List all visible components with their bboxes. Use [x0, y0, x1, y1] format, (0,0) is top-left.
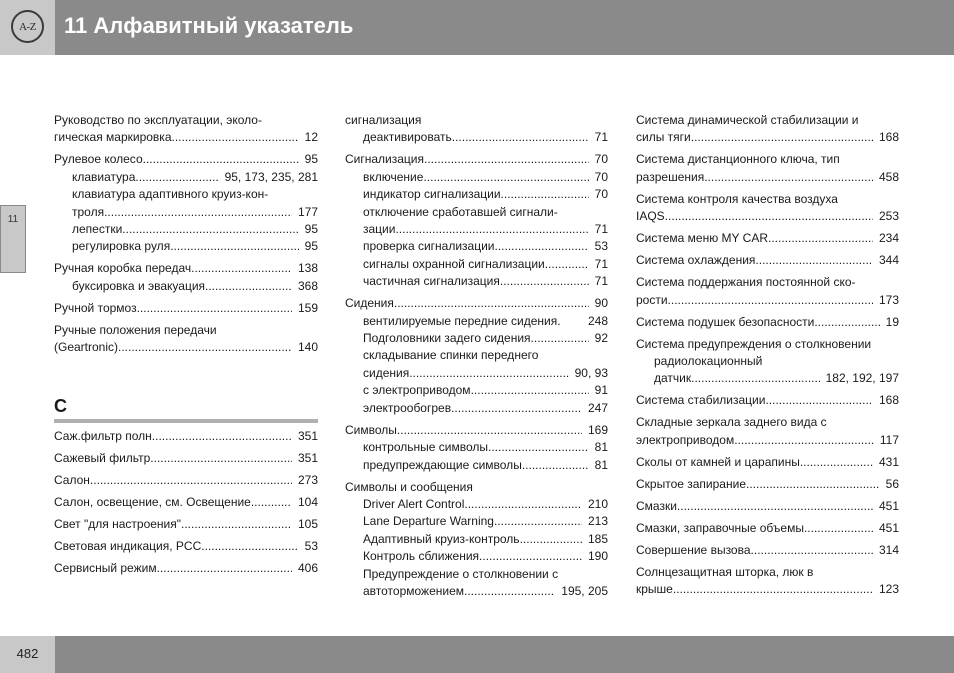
entry-text: троля: [72, 204, 105, 219]
entry-text: индикатор сигнализации: [363, 187, 501, 202]
page-reference: 81: [594, 440, 608, 455]
index-entry: [54, 300, 318, 317]
index-entry-line: [54, 260, 318, 277]
entry-text: Ручная коробка передач: [54, 261, 192, 276]
index-subentry-line: [54, 169, 318, 186]
page-footer: [0, 636, 954, 673]
page-reference: 431: [878, 454, 899, 469]
dot-leader: [755, 252, 873, 269]
index-entry-line: [636, 252, 899, 269]
index-entry: [636, 564, 899, 599]
entry-text: Сигнализация: [345, 152, 425, 167]
header-badge: [0, 0, 55, 55]
index-entry-line: [54, 428, 318, 445]
dot-leader: [172, 129, 299, 146]
page-reference: 90, 93: [574, 365, 608, 380]
dot-leader: [545, 256, 589, 273]
page-reference: 159: [297, 300, 318, 315]
page-reference: 90: [594, 296, 608, 311]
index-entry-line: [636, 392, 899, 409]
dot-leader: [800, 454, 873, 471]
index-subentry-line: [345, 496, 608, 513]
page-reference: 104: [297, 495, 318, 509]
dot-leader: [394, 295, 589, 312]
index-subentry-line: [345, 382, 608, 399]
index-entry-line: Система предупреждения о столкновении: [636, 336, 872, 351]
entry-text: Свет "для настроения": [54, 517, 182, 531]
index-subentry-line: [345, 513, 608, 530]
index-entry-line: [636, 230, 899, 247]
dot-leader: [488, 439, 589, 456]
index-entry: [54, 112, 318, 147]
index-subentry-line: [345, 330, 608, 347]
page-reference: 71: [594, 256, 608, 271]
index-entry-line: [54, 129, 318, 146]
page-reference: 182, 192, 197: [825, 371, 899, 386]
index-entry-line: [636, 498, 899, 515]
entry-text: предупреждающие символы: [363, 457, 522, 472]
dot-leader: [464, 496, 582, 513]
index-subentry-line: [345, 221, 608, 238]
entry-text: (Geartronic): [54, 340, 119, 355]
page-reference: 451: [878, 498, 899, 513]
page-reference: 344: [878, 253, 899, 268]
index-entry: [636, 476, 899, 493]
index-entry: [636, 151, 899, 186]
entry-text: вентилируемые передние сидения.: [363, 313, 561, 328]
index-entry-line: Символы и сообщения: [345, 479, 473, 494]
entry-text: лепестки: [72, 222, 123, 237]
index-entry: [54, 560, 318, 577]
entry-text: силы тяги: [636, 130, 691, 145]
index-entry-line: Система динамической стабилизации и: [636, 113, 859, 127]
section-divider: [54, 419, 318, 423]
index-entry: [345, 112, 608, 147]
dot-leader: [668, 292, 873, 309]
page-reference: 351: [297, 451, 318, 465]
index-entry-line: [54, 300, 318, 317]
entry-text: разрешения: [636, 169, 705, 184]
dot-leader: [152, 428, 292, 445]
page-reference: 168: [878, 130, 899, 145]
index-subentry-line: Предупреждение о столкновении с: [363, 566, 559, 581]
dot-leader: [181, 516, 292, 533]
page-reference: 168: [878, 393, 899, 408]
page-reference: 173: [878, 292, 899, 307]
page-reference: 70: [594, 152, 608, 167]
index-entry: [54, 450, 318, 467]
index-entry-line: Ручные положения передачи: [54, 322, 217, 337]
entry-text: Световая индикация, PCC: [54, 539, 202, 553]
dot-leader: [734, 432, 874, 449]
entry-text: Система подушек безопасности: [636, 314, 815, 329]
dot-leader: [157, 560, 292, 577]
index-entry: [636, 454, 899, 471]
entry-text: проверка сигнализации: [363, 239, 495, 254]
index-entry: [636, 414, 899, 449]
page-reference: 95: [304, 152, 318, 167]
index-subentry-line: [345, 439, 608, 456]
dot-leader: [397, 422, 582, 439]
index-entry-line: [54, 151, 318, 168]
index-entry: [636, 112, 899, 147]
page-reference: 177: [297, 204, 318, 219]
page-reference: 247: [587, 400, 608, 415]
page-reference: 117: [879, 432, 899, 447]
index-column-2: [345, 112, 608, 605]
index-entry-line: [54, 494, 318, 511]
dot-leader: [118, 339, 292, 356]
index-entry: [636, 498, 899, 515]
chapter-tab-label: 11: [7, 214, 19, 225]
entry-text: IAQS: [636, 209, 665, 224]
page-reference: 95: [304, 239, 318, 254]
index-entry: [54, 516, 318, 533]
entry-text: Ручной тормоз: [54, 300, 137, 315]
index-entry: [636, 520, 899, 537]
index-entry-line: [345, 151, 608, 168]
index-subentry-line: [345, 457, 608, 474]
dot-leader: [814, 314, 879, 331]
page-reference: 169: [587, 422, 608, 437]
page-reference: 406: [297, 561, 318, 575]
index-subentry-line: [345, 186, 608, 203]
index-entry-line: [636, 542, 899, 559]
entry-text: с электроприводом: [363, 383, 471, 398]
dot-leader: [122, 221, 298, 238]
index-entry: [54, 428, 318, 445]
index-entry: [636, 336, 899, 388]
index-entry-line: [54, 538, 318, 555]
index-entry: [54, 322, 318, 357]
index-subentry-line: [345, 313, 608, 330]
page-reference: 71: [594, 222, 608, 237]
page-reference: 19: [885, 314, 899, 329]
page-number: 482: [16, 646, 39, 661]
entry-text: Скрытое запирание: [636, 476, 746, 491]
index-subentry-line: [636, 370, 899, 387]
entry-text: Саж.фильтр полн: [54, 429, 152, 443]
index-entry-line: [636, 476, 899, 493]
index-subentry-line: [345, 129, 608, 146]
page-reference: 70: [594, 169, 608, 184]
entry-text: сигналы охранной сигнализации: [363, 256, 545, 271]
section-letter-block: [54, 396, 318, 423]
index-entry: [636, 191, 899, 226]
index-entry-line: Система контроля качества воздуха: [636, 191, 838, 206]
dot-leader: [768, 230, 873, 247]
dot-leader: [409, 365, 568, 382]
entry-text: Смазки: [636, 498, 677, 513]
dot-leader: [495, 238, 589, 255]
index-column-3: [636, 112, 899, 603]
index-entry: [54, 472, 318, 489]
index-entry: [345, 151, 608, 290]
entry-text: сидения: [363, 365, 410, 380]
index-subentry-line: [54, 238, 318, 255]
index-column-1-top: [54, 112, 318, 361]
dot-leader: [150, 450, 292, 467]
page-reference: 92: [594, 331, 608, 346]
dot-leader: [104, 204, 292, 221]
entry-text: регулировка руля: [72, 239, 171, 254]
entry-text: Driver Alert Control: [363, 496, 465, 511]
index-column-1-bottom: [54, 428, 318, 582]
index-subentry-line: [345, 400, 608, 417]
index-entry-line: [54, 560, 318, 577]
entry-text: Салон, освещение, см. Освещение: [54, 495, 251, 509]
dot-leader: [464, 583, 555, 600]
page-reference: 95: [304, 222, 318, 237]
entry-text: клавиатура: [72, 169, 136, 184]
page-reference: 185: [587, 531, 608, 546]
dot-leader: [201, 538, 298, 555]
index-subentry-line: [345, 273, 608, 290]
page-reference: 70: [594, 187, 608, 202]
entry-text: частичная сигнализация: [363, 274, 500, 289]
index-subentry-line: [345, 583, 608, 600]
page-reference: 105: [297, 517, 318, 531]
page-reference: 253: [878, 209, 899, 224]
index-subentry-line: радиолокационный: [654, 354, 763, 369]
index-entry: [636, 314, 899, 331]
entry-text: Система меню MY CAR: [636, 231, 768, 246]
page-reference: 210: [587, 496, 608, 511]
index-entry: [54, 260, 318, 295]
index-entry-line: [636, 432, 899, 449]
entry-text: Контроль сближения: [363, 549, 480, 564]
entry-text: Lane Departure Warning: [363, 514, 494, 529]
entry-text: Сажевый фильтр: [54, 451, 151, 465]
entry-text: буксировка и эвакуация: [72, 278, 206, 293]
index-entry-line: [636, 292, 899, 309]
index-entry-line: [345, 295, 608, 312]
entry-text: Сидения: [345, 296, 394, 311]
page-reference: 195, 205: [561, 583, 608, 598]
index-entry-line: [636, 314, 899, 331]
entry-text: Рулевое колесо: [54, 152, 143, 167]
page-reference: 53: [594, 239, 608, 254]
page-reference: 12: [304, 130, 318, 145]
dot-leader: [395, 221, 588, 238]
dot-leader: [452, 129, 589, 146]
dot-leader: [804, 520, 873, 537]
dot-leader: [677, 498, 873, 515]
dot-leader: [494, 513, 582, 530]
page-reference: 248: [587, 313, 608, 328]
page-reference: 81: [594, 457, 608, 472]
page-reference: 314: [878, 542, 899, 557]
page-reference: 95, 173, 235, 281: [224, 169, 318, 184]
index-subentry-line: [345, 256, 608, 273]
page-reference: 123: [878, 582, 899, 597]
dot-leader: [471, 382, 589, 399]
dot-leader: [531, 330, 589, 347]
page-reference: 190: [587, 549, 608, 564]
index-entry-line: [636, 169, 899, 186]
dot-leader: [691, 129, 873, 146]
index-entry-line: Руководство по эксплуатации, эколо-: [54, 113, 262, 127]
dot-leader: [751, 542, 873, 559]
index-entry-line: Система поддержания постоянной ско-: [636, 275, 856, 290]
entry-text: гическая маркировка: [54, 130, 172, 145]
entry-text: электрообогрев: [363, 400, 452, 415]
page-header: [0, 0, 954, 55]
entry-text: Символы: [345, 422, 397, 437]
page-reference: 91: [594, 383, 608, 398]
chapter-tab: [0, 205, 26, 273]
index-entry-line: [636, 581, 899, 598]
page-reference: 71: [594, 274, 608, 289]
entry-text: датчик: [654, 371, 692, 386]
index-entry: [345, 422, 608, 474]
index-entry-line: [54, 516, 318, 533]
index-entry: [636, 274, 899, 309]
dot-leader: [135, 169, 218, 186]
dot-leader: [90, 472, 292, 489]
entry-text: включение: [363, 169, 424, 184]
index-entry: [636, 252, 899, 269]
dot-leader: [423, 169, 588, 186]
dot-leader: [520, 531, 582, 548]
index-subentry-line: [54, 221, 318, 238]
dot-leader: [191, 260, 292, 277]
entry-text: Система стабилизации: [636, 393, 766, 408]
page-reference: 53: [304, 539, 318, 553]
index-entry-line: сигнализация: [345, 113, 422, 127]
index-entry: [54, 151, 318, 255]
entry-text: Салон: [54, 473, 90, 487]
page-reference: 368: [297, 278, 318, 293]
entry-text: электроприводом: [636, 432, 735, 447]
page-reference: 351: [297, 429, 318, 443]
entry-text: автоторможением: [363, 583, 465, 598]
index-entry: [345, 479, 608, 601]
dot-leader: [500, 273, 589, 290]
entry-text: Сколы от камней и царапины: [636, 454, 800, 469]
dot-leader: [665, 208, 873, 225]
dot-leader: [424, 151, 589, 168]
index-subentry-line: [345, 548, 608, 565]
dot-leader: [205, 278, 292, 295]
entry-text: рости: [636, 292, 668, 307]
index-entry-line: [54, 339, 318, 356]
index-entry-line: [636, 208, 899, 225]
entry-text: крыше: [636, 582, 673, 597]
page-reference: 451: [878, 520, 899, 535]
entry-text: Сервисный режим: [54, 561, 157, 575]
page-number-box: [0, 636, 55, 673]
entry-text: Адаптивный круиз-контроль: [363, 531, 520, 546]
dot-leader: [501, 186, 589, 203]
dot-leader: [673, 581, 873, 598]
index-entry-line: [636, 520, 899, 537]
dot-leader: [704, 169, 873, 186]
index-subentry-line: отключение сработавшей сигнали-: [363, 204, 558, 219]
index-subentry-line: [54, 204, 318, 221]
index-entry-line: Система дистанционного ключа, тип: [636, 152, 840, 167]
page-reference: 273: [297, 473, 318, 487]
page-title: 11 Алфавитный указатель: [64, 13, 354, 38]
page-reference: 56: [885, 476, 899, 491]
index-entry: [345, 295, 608, 417]
dot-leader: [170, 238, 298, 255]
index-subentry-line: [345, 169, 608, 186]
index-entry: [54, 538, 318, 555]
index-entry-line: [345, 422, 608, 439]
index-subentry-line: складывание спинки переднего: [363, 348, 539, 363]
index-entry: [54, 494, 318, 511]
index-subentry-line: [345, 238, 608, 255]
entry-text: деактивировать: [363, 130, 452, 145]
index-entry-line: Складные зеркала заднего вида с: [636, 415, 827, 430]
index-subentry-line: [345, 531, 608, 548]
dot-leader: [522, 457, 589, 474]
alphabet-index-icon: A-Z: [11, 10, 44, 43]
page-reference: 213: [587, 514, 608, 529]
index-entry-line: [54, 472, 318, 489]
dot-leader: [137, 300, 292, 317]
dot-leader: [251, 494, 292, 511]
entry-text: Совершение вызова: [636, 542, 751, 557]
entry-text: Подголовники задего сидения: [363, 331, 531, 346]
dot-leader: [765, 392, 873, 409]
index-entry: [636, 542, 899, 559]
page-reference: 71: [594, 130, 608, 145]
page-reference: 138: [297, 261, 318, 276]
entry-text: зации: [363, 222, 396, 237]
dot-leader: [691, 370, 819, 387]
index-entry-line: Солнцезащитная шторка, люк в: [636, 564, 814, 579]
index-entry: [636, 230, 899, 247]
page-reference: 458: [878, 169, 899, 184]
index-subentry-line: [345, 365, 608, 382]
entry-text: Система охлаждения: [636, 253, 756, 268]
dot-leader: [479, 548, 582, 565]
dot-leader: [143, 151, 299, 168]
section-letter: С: [54, 396, 67, 416]
page-reference: 140: [297, 340, 318, 355]
dot-leader: [746, 476, 880, 493]
index-subentry-line: [54, 278, 318, 295]
index-entry-line: [636, 454, 899, 471]
entry-text: Смазки, заправочные объемы: [636, 520, 804, 535]
index-entry-line: [54, 450, 318, 467]
index-entry-line: [636, 129, 899, 146]
index-entry: [636, 392, 899, 409]
dot-leader: [451, 400, 582, 417]
index-subentry-line: клавиатура адаптивного круиз-кон-: [72, 187, 269, 202]
entry-text: контрольные символы: [363, 440, 489, 455]
page-reference: 234: [878, 231, 899, 246]
